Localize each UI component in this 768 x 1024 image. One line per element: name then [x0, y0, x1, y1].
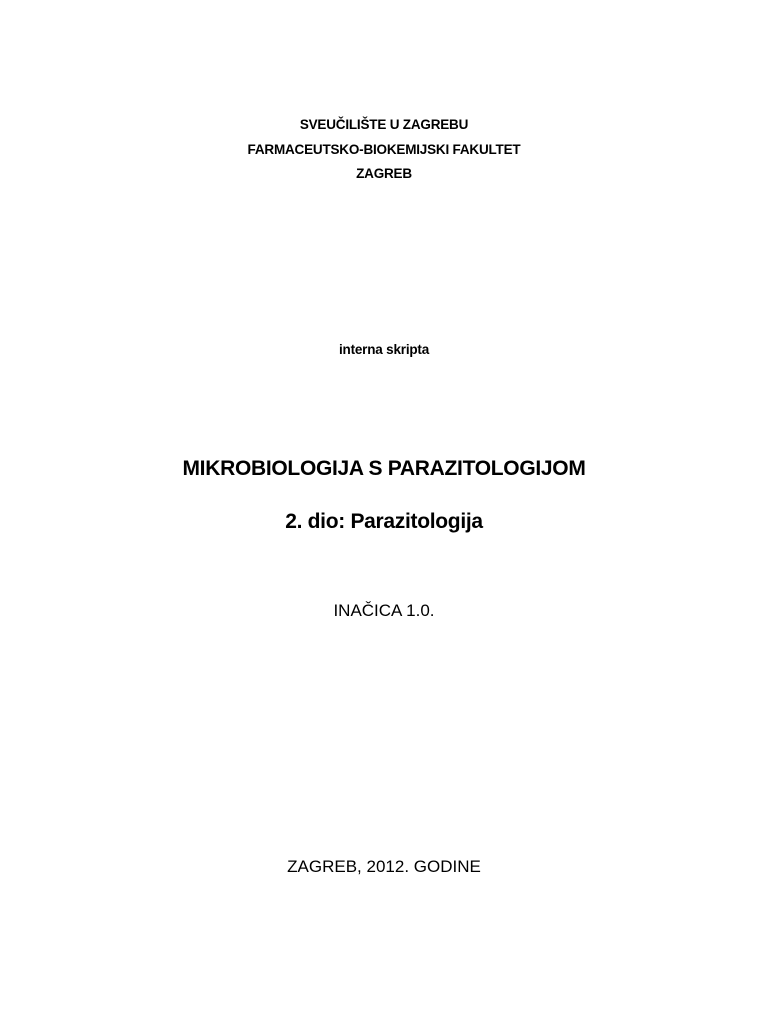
- university-name: SVEUČILIŠTE U ZAGREBU: [299, 117, 469, 132]
- document-title: MIKROBIOLOGIJA S PARAZITOLOGIJOM: [182, 457, 586, 480]
- city-name: ZAGREB: [356, 166, 412, 181]
- place-and-year: ZAGREB, 2012. GODINE: [287, 857, 481, 876]
- document-version: INAČICA 1.0.: [333, 601, 435, 620]
- document-type-label: interna skripta: [338, 342, 430, 357]
- document-subtitle: 2. dio: Parazitologija: [285, 510, 483, 533]
- faculty-name: FARMACEUTSKO-BIOKEMIJSKI FAKULTET: [247, 142, 521, 157]
